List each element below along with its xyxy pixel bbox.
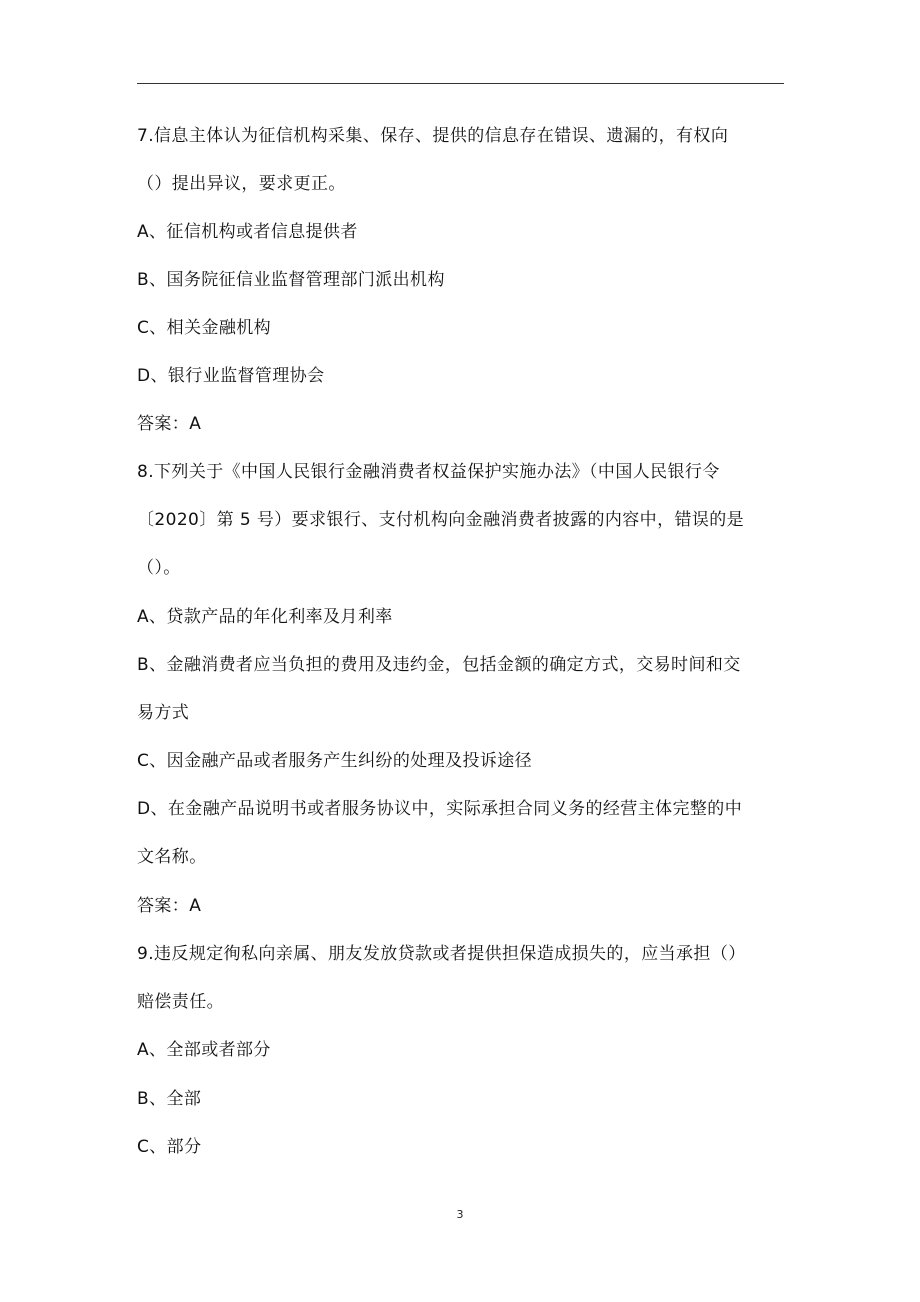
- q7-option-a: A、征信机构或者信息提供者: [137, 222, 358, 242]
- q9-option-a: A、全部或者部分: [137, 1040, 271, 1060]
- q9-option-c: C、部分: [137, 1137, 202, 1157]
- q8-option-b-line2: 易方式: [137, 703, 190, 723]
- q8-option-b-line1: B、金融消费者应当负担的费用及违约金，包括金额的确定方式，交易时间和交: [137, 655, 741, 675]
- q7-option-d: D、银行业监督管理协会: [137, 366, 325, 386]
- q7-option-b: B、国务院征信业监督管理部门派出机构: [137, 270, 445, 290]
- q8-stem-line2: 〔2020〕第 5 号）要求银行、支付机构向金融消费者披露的内容中，错误的是: [137, 510, 745, 530]
- page-number: 3: [456, 1208, 464, 1221]
- q7-stem-line2: （）提出异议，要求更正。: [137, 174, 346, 194]
- q9-stem-line1: 9.违反规定徇私向亲属、朋友发放贷款或者提供担保造成损失的，应当承担（）: [137, 944, 746, 964]
- q9-option-b: B、全部: [137, 1089, 202, 1109]
- q7-answer: 答案：A: [137, 414, 202, 434]
- q8-stem-line3: （）。: [137, 558, 181, 578]
- q8-option-d-line2: 文名称。: [137, 847, 207, 867]
- q8-option-d-line1: D、在金融产品说明书或者服务协议中，实际承担合同义务的经营主体完整的中: [137, 799, 743, 819]
- q8-option-a: A、贷款产品的年化利率及月利率: [137, 607, 393, 627]
- q7-option-c: C、相关金融机构: [137, 318, 272, 338]
- q8-stem-line1: 8.下列关于《中国人民银行金融消费者权益保护实施办法》（中国人民银行令: [137, 462, 720, 482]
- q7-stem-line1: 7.信息主体认为征信机构采集、保存、提供的信息存在错误、遗漏的，有权向: [137, 126, 729, 146]
- q9-stem-line2: 赔偿责任。: [137, 992, 224, 1012]
- q8-option-c: C、因金融产品或者服务产生纠纷的处理及投诉途径: [137, 751, 533, 771]
- q8-answer: 答案：A: [137, 896, 202, 916]
- header-rule: [137, 83, 784, 84]
